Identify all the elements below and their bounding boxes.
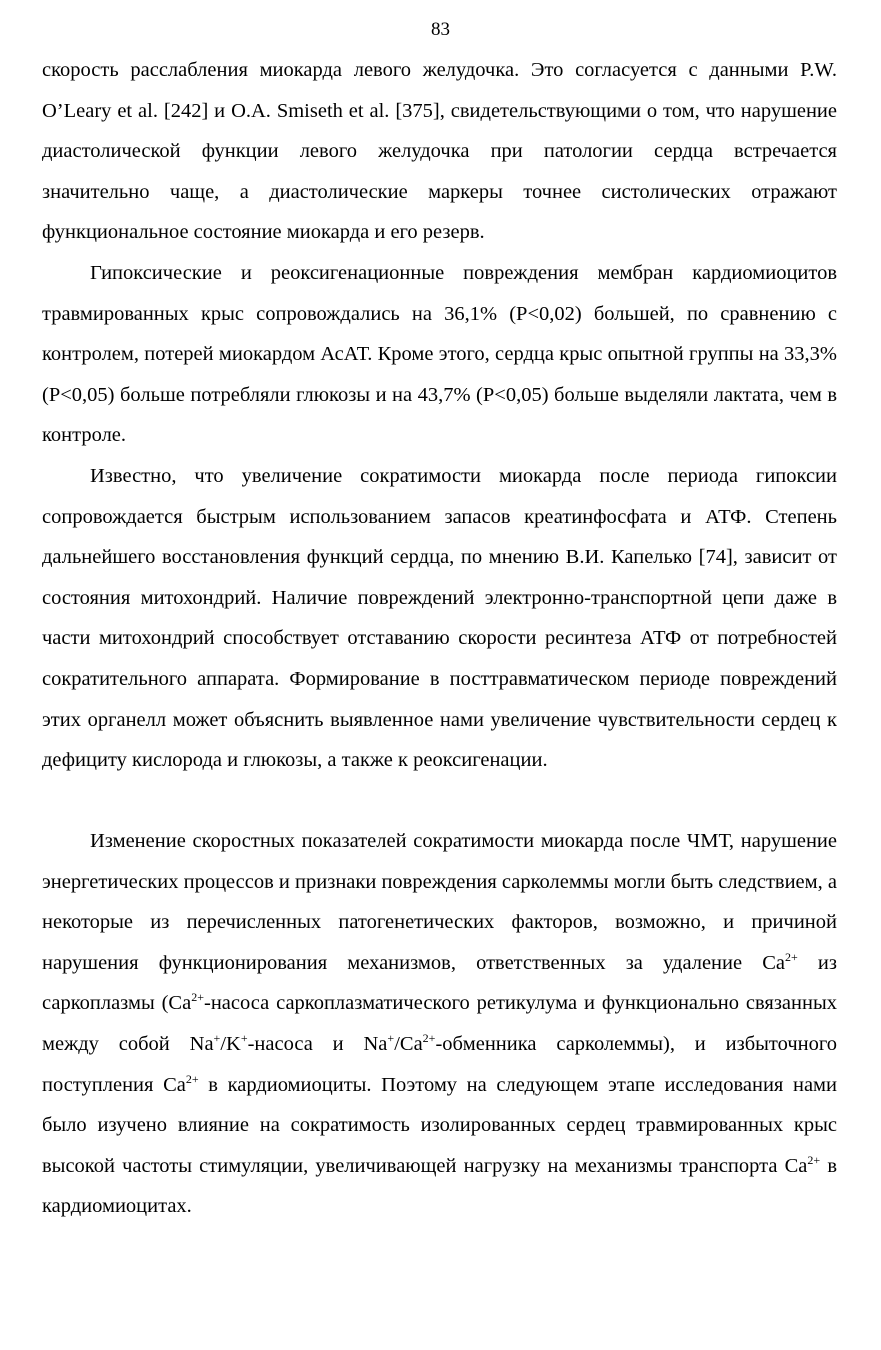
paragraph-4-text: -насоса саркоплазматического ретикулума и функционально связанных между собой Na bbox=[42, 992, 837, 1055]
paragraph-3: Известно, что увеличение сократимости миокарда после периода гипоксии сопровождается быстрым использованием запасов креатинфосфата и АТФ. Степень дальнейшего восстановления функций сердца, по мнению В.И. Капелько [74], зависит от состояния митохондрий. Наличие повреждений электронно-транспортной цепи даже в части митохондрий способствует отставанию скорости ресинтеза АТФ от потребностей сократительного аппарата. Формирование в посттравматическом периоде повреждений этих органелл может объяснить выявленное нами увеличение чувствительности сердец к дефициту кислорода и глюкозы, а также к реоксигенации. bbox=[42, 465, 837, 772]
superscript: 2+ bbox=[785, 949, 798, 964]
superscript: + bbox=[240, 1030, 248, 1045]
paragraph-4-text: -обменника сарколеммы), и избыточного поступления Ca bbox=[42, 1032, 838, 1096]
superscript: 2+ bbox=[191, 990, 204, 1005]
paragraph-4-text: /K bbox=[220, 1032, 241, 1055]
superscript: + bbox=[387, 1030, 395, 1045]
superscript: + bbox=[213, 1030, 221, 1045]
paragraph-4-text: /Ca bbox=[394, 1032, 423, 1055]
paragraph-4-text: в кардиомиоциты. Поэтому на следующем этапе исследования нами было изучено влияние на сократимость изолированных сердец травмированных крыс высокой частоты стимуляции, увеличивающей нагрузку на механизмы транспорта Ca bbox=[42, 1073, 837, 1177]
page-number: 83 bbox=[431, 19, 450, 40]
paragraph-4-text: из саркоплазмы (Ca bbox=[42, 951, 837, 1015]
paragraph-4-text: Изменение скоростных показателей сократимости миокарда после ЧМТ, нарушение энергетических процессов и признаки повреждения сарколеммы могли быть следствием, а некоторые из перечисленных патогенетических факторов, возможно, и причиной нарушения функционирования механизмов, ответственных за удаление Ca bbox=[42, 830, 837, 974]
paragraph-2: Гипоксические и реоксигенационные повреждения мембран кардиомиоцитов травмированных крыс сопровождались на 36,1% (Р<0,02) большей, по сравнению с контролем, потерей миокардом АсАТ. Кроме этого, сердца крыс опытной группы на 33,3% (Р<0,05) больше потребляли глюкозы и на 43,7% (Р<0,05) больше выделяли лактата, чем в контроле. bbox=[42, 262, 837, 447]
paragraph-4-text: -насоса и Na bbox=[247, 1032, 388, 1055]
paragraph-4 bbox=[42, 821, 837, 1227]
superscript: 2+ bbox=[807, 1152, 821, 1167]
superscript: 2+ bbox=[185, 1071, 199, 1086]
superscript: 2+ bbox=[422, 1030, 436, 1045]
paragraph-4-text: в кардиомиоцитах. bbox=[42, 1154, 838, 1218]
paragraph-1: скорость расслабления миокарда левого желудочка. Это согласуется с данными P.W. O’Leary et al. [242] и O.A. Smiseth et al. [375], свидетельствующими о том, что нарушение диастолической функции левого желудочка при патологии сердца встречается значительно чаще, а диастолические маркеры точнее систолических отражают функциональное состояние миокарда и его резерв. bbox=[42, 59, 837, 244]
